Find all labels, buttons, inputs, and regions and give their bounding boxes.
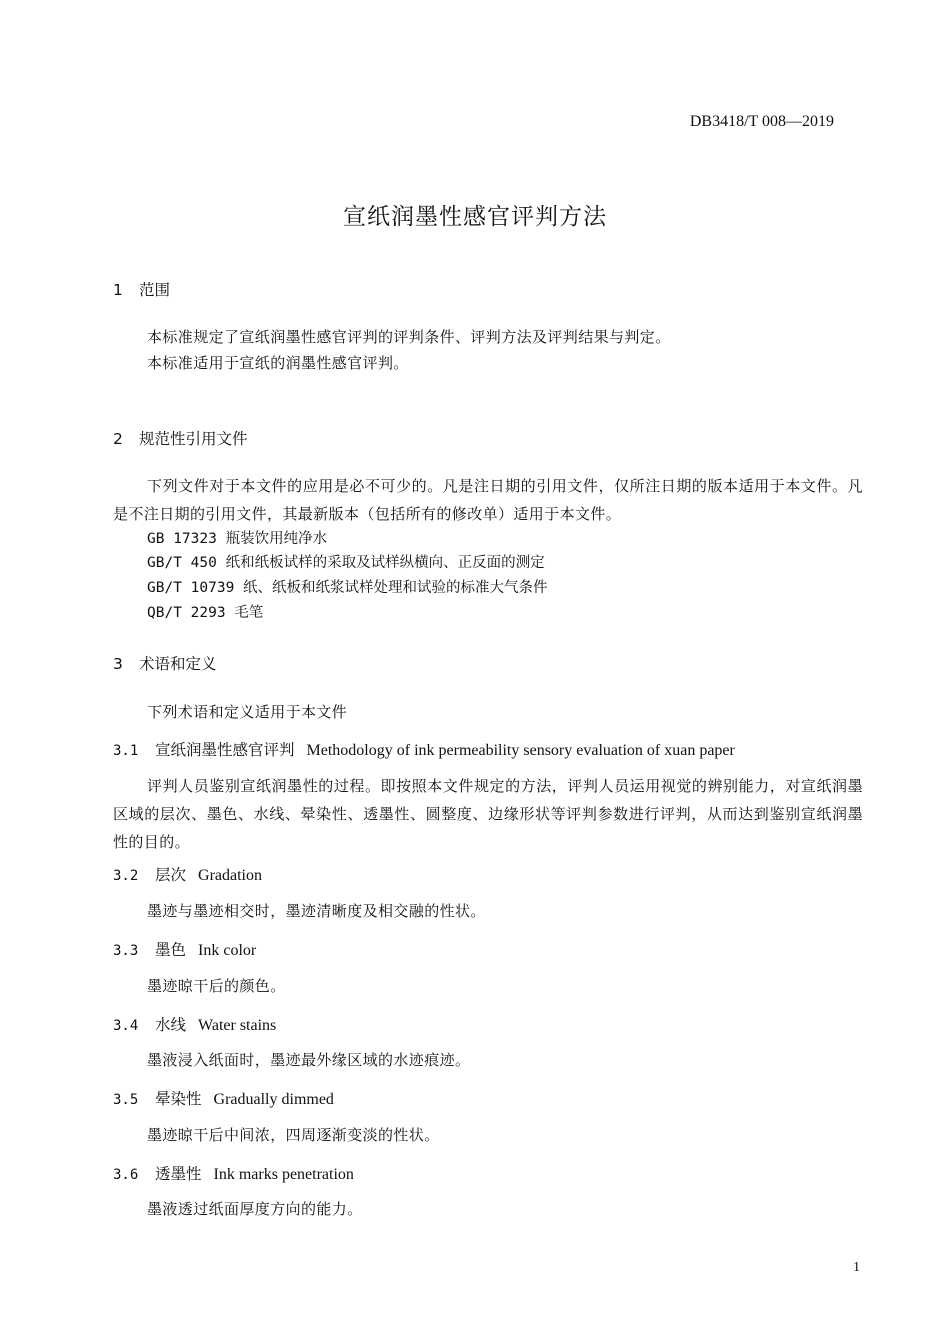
- term-3-6: [113, 1162, 354, 1184]
- document-title: 宣纸润墨性感官评判方法: [343, 204, 607, 230]
- scope-paragraph-2: 本标准适用于宣纸的润墨性感官评判。: [147, 354, 409, 372]
- scope-paragraph-1: 本标准规定了宣纸润墨性感官评判的评判条件、评判方法及评判结果与判定。: [147, 328, 671, 346]
- section-title: 规范性引用文件: [139, 430, 248, 448]
- section-number: 2: [113, 430, 123, 448]
- term-english: Water stains: [198, 1017, 277, 1034]
- term-number: 3.2: [113, 868, 139, 884]
- term-chinese: 晕染性: [155, 1090, 202, 1108]
- term-definition: 墨迹晾干后的颜色。: [147, 977, 286, 995]
- term-definition: 墨液浸入纸面时，墨迹最外缘区域的水迹痕迹。: [147, 1051, 471, 1069]
- section-title: 术语和定义: [139, 655, 217, 673]
- reference-item: GB 17323 瓶装饮用纯净水: [147, 531, 328, 547]
- term-definition: 评判人员鉴别宣纸润墨性的过程。即按照本文件规定的方法，评判人员运用视觉的辨别能力，对宣纸润墨区域的层次、墨色、水线、晕染性、透墨性、圆整度、边缘形状等评判参数进行评判，从而达到鉴别宣纸润墨性的目的。: [113, 777, 863, 851]
- term-english: Ink marks penetration: [213, 1166, 354, 1183]
- term-definition: 墨迹与墨迹相交时，墨迹清晰度及相交融的性状。: [147, 902, 486, 920]
- terms-intro: 下列术语和定义适用于本文件: [147, 703, 348, 721]
- term-3-2: [113, 863, 262, 885]
- section-title: 范围: [139, 281, 171, 299]
- section-number: 1: [113, 281, 123, 299]
- term-definition: 墨迹晾干后中间浓，四周逐渐变淡的性状。: [147, 1126, 440, 1144]
- term-chinese: 宣纸润墨性感官评判: [155, 741, 295, 759]
- document-number: DB3418/T 008—2019: [689, 113, 834, 130]
- reference-item: GB/T 450 纸和纸板试样的采取及试样纵横向、正反面的测定: [147, 555, 545, 571]
- term-chinese: 层次: [155, 866, 187, 884]
- term-number: 3.3: [113, 943, 139, 959]
- term-3-3: [113, 938, 256, 960]
- term-3-4: [113, 1013, 276, 1035]
- term-english: Gradually dimmed: [213, 1091, 334, 1108]
- section-3-heading: [113, 652, 217, 674]
- reference-item: GB/T 10739 纸、纸板和纸浆试样处理和试验的标准大气条件: [147, 580, 548, 596]
- term-3-1: [113, 738, 735, 760]
- reference-item: QB/T 2293 毛笔: [147, 605, 264, 621]
- normative-references-intro: 下列文件对于本文件的应用是必不可少的。凡是注日期的引用文件，仅所注日期的版本适用于本文件。凡是不注日期的引用文件，其最新版本（包括所有的修改单）适用于本文件。: [113, 477, 863, 523]
- term-english: Ink color: [198, 942, 257, 959]
- term-chinese: 墨色: [155, 941, 187, 959]
- term-english: Methodology of ink permeability sensory evaluation of xuan paper: [306, 742, 735, 759]
- term-number: 3.5: [113, 1092, 139, 1108]
- term-3-5: [113, 1087, 334, 1109]
- section-number: 3: [113, 655, 123, 673]
- section-2-heading: [113, 427, 248, 449]
- term-chinese: 水线: [155, 1016, 187, 1034]
- term-number: 3.4: [113, 1018, 139, 1034]
- term-chinese: 透墨性: [155, 1165, 202, 1183]
- section-1-heading: [113, 278, 170, 300]
- term-number: 3.1: [113, 743, 139, 759]
- term-definition: 墨液透过纸面厚度方向的能力。: [147, 1200, 363, 1218]
- page-number: 1: [853, 1260, 860, 1275]
- term-number: 3.6: [113, 1167, 139, 1183]
- term-english: Gradation: [198, 867, 262, 884]
